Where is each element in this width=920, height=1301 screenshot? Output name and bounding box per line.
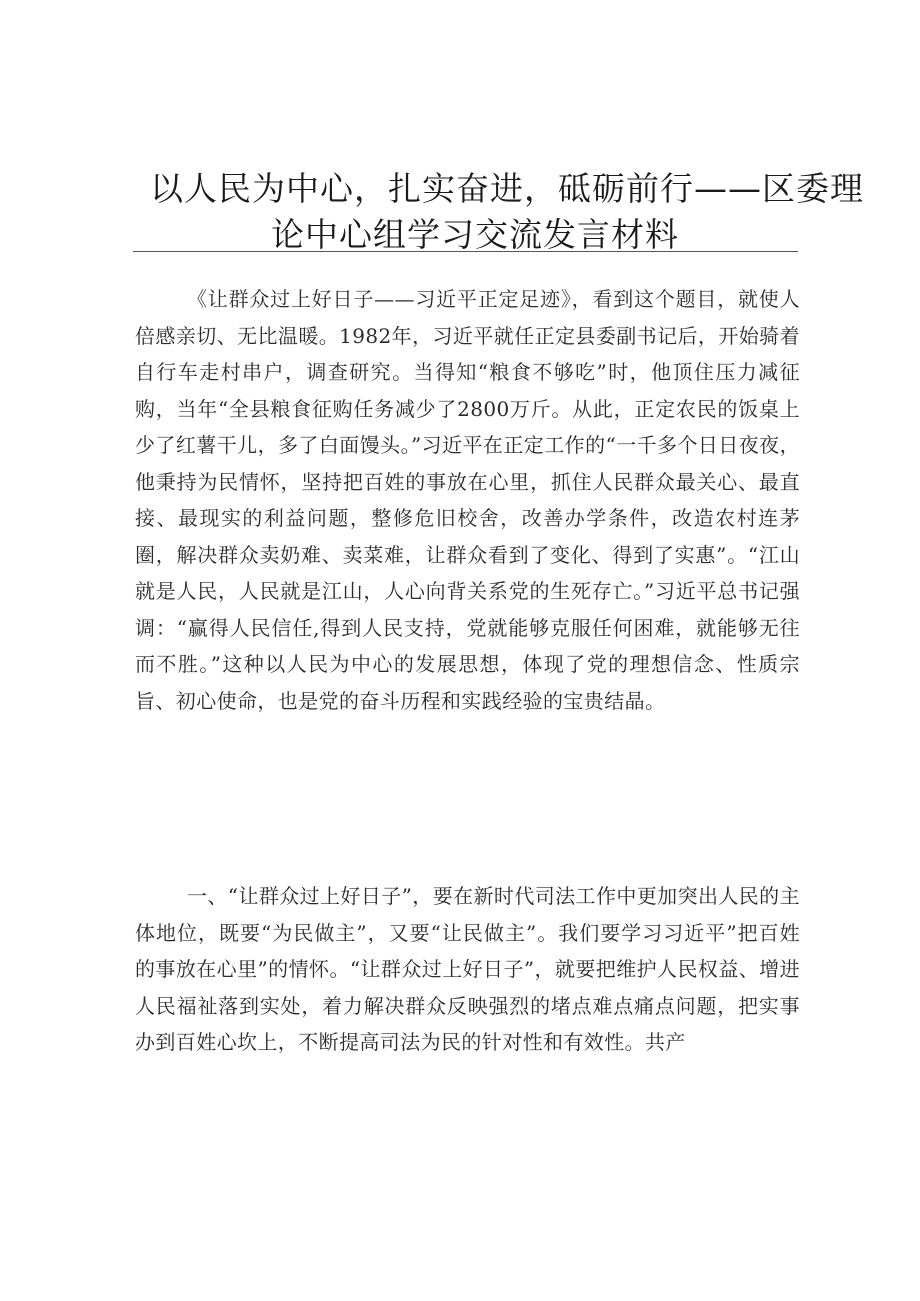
paragraph-2	[135, 878, 800, 1061]
document-title	[150, 166, 864, 258]
title-underline	[133, 251, 798, 252]
title-line-1: 以人民为中心，扎实奋进，砥砺前行——区委理	[150, 169, 864, 208]
paragraph-1-text: 《让群众过上好日子——习近平正定足迹》，看到这个题目，就使人倍感亲切、无比温暖。1982年，习近平就任正定县委副书记后，开始骑着自行车走村串户，调查研究。当得知“粮食不够吃”时，他顶住压力减征购，当年“全县粮食征购任务减少了2800万斤。从此，正定农民的饭桌上少了红薯干儿，多了白面馒头。”习近平在正定工作的“一千多个日日夜夜，他秉持为民情怀，坚持把百姓的事放在心里，抓住人民群众最关心、最直接、最现实的利益问题，整修危旧校舍，改善办学条件，改造农村连茅圈，解决群众卖奶难、卖菜难，让群众看到了变化、得到了实惠”。“江山就是人民，人民就是江山，人心向背关系党的生死存亡。”习近平总书记强调：“赢得人民信任,得到人民支持，党就能够克服任何困难，就能够无往而不胜。”这种以人民为中心的发展思想，体现了党的理想信念、性质宗旨、初心使命，也是党的奋斗历程和实践经验的宝贵结晶。	[135, 287, 800, 713]
paragraph-1	[135, 281, 800, 719]
paragraph-2-text: 一、“让群众过上好日子”，要在新时代司法工作中更加突出人民的主体地位，既要“为民做主”，又要“让民做主”。我们要学习习近平”把百姓的事放在心里”的情怀。“让群众过上好日子”，就要把维护人民权益、增进人民福祉落到实处，着力解决群众反映强烈的堵点难点痛点问题，把实事办到百姓心坎上，不断提高司法为民的针对性和有效性。共产	[135, 884, 800, 1054]
title-line-2: 论中心组学习交流发言材料	[271, 215, 679, 254]
